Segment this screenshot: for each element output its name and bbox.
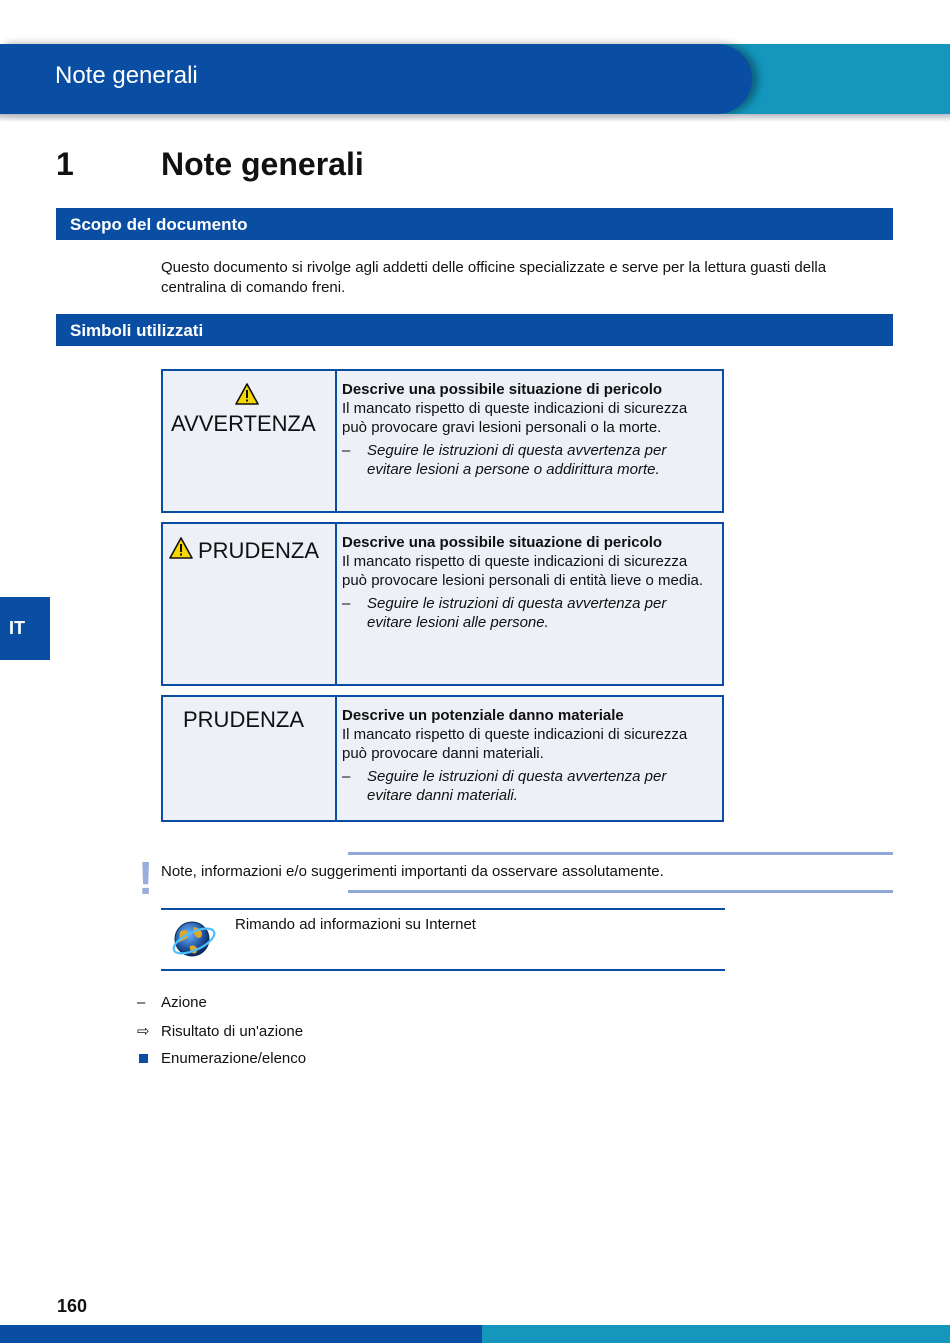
step-dash: – — [342, 595, 351, 612]
symbol-body: Il mancato rispetto di queste indicazioni di sicurezza può provocare gravi lesioni personali o la morte. — [342, 400, 688, 436]
section-title-symbols: Simboli utilizzati — [70, 321, 204, 340]
step-dash: – — [342, 442, 351, 459]
arrow-right-icon: ⇨ — [137, 1023, 150, 1040]
chapter-number: 1 — [56, 146, 74, 182]
symbol-body: Il mancato rispetto di queste indicazioni di sicurezza può provocare danni materiali. — [342, 726, 688, 762]
legend-text: Enumerazione/elenco — [161, 1050, 307, 1067]
symbol-row-warning — [161, 369, 724, 513]
symbol-step — [342, 594, 712, 632]
globe-icon — [170, 919, 218, 961]
symbol-step — [342, 441, 712, 479]
warning-triangle-icon — [169, 537, 193, 559]
internet-bottom-rule — [161, 969, 725, 971]
symbol-heading: Descrive una possibile situazione di pericolo — [342, 381, 663, 398]
legend-item-list — [137, 1050, 306, 1067]
header-shadow — [0, 114, 950, 122]
language-tab-label: IT — [9, 618, 25, 638]
symbol-label-cell — [163, 697, 337, 820]
symbol-label-cell — [163, 524, 337, 684]
dash-mark: – — [137, 994, 146, 1011]
scope-paragraph: Questo documento si rivolge agli addetti delle officine specializzate e serve per la lettura guasti della centralina di comando freni. — [161, 259, 827, 296]
symbol-label: PRUDENZA — [183, 707, 305, 732]
symbol-step — [342, 767, 712, 805]
symbol-body: Il mancato rispetto di queste indicazioni di sicurezza può provocare lesioni personali di entità lieve o media. — [342, 553, 704, 589]
symbol-heading: Descrive un potenziale danno materiale — [342, 707, 624, 724]
section-bar-scope — [56, 208, 893, 240]
page-number: 160 — [57, 1296, 88, 1316]
language-tab — [0, 597, 50, 660]
legend-item-result — [137, 1022, 303, 1040]
square-bullet-icon — [139, 1054, 148, 1063]
symbol-label: PRUDENZA — [198, 538, 320, 563]
legend-item-action — [137, 994, 207, 1011]
note-bottom-rule — [348, 890, 893, 893]
footer-band-blue — [0, 1325, 482, 1343]
internet-text: Rimando ad informazioni su Internet — [235, 916, 476, 933]
section-title-scope: Scopo del documento — [70, 215, 248, 234]
exclamation-icon: ! — [138, 852, 154, 904]
step-text: Seguire le istruzioni di questa avvertenza per evitare lesioni alle persone. — [367, 595, 667, 631]
symbol-description-cell — [337, 371, 722, 511]
symbol-row-caution-material — [161, 695, 724, 822]
note-top-rule — [348, 852, 893, 855]
legend-text: Azione — [161, 994, 207, 1011]
symbol-label: AVVERTENZA — [171, 411, 316, 436]
step-text: Seguire le istruzioni di questa avvertenza per evitare lesioni a persone o addirittura morte. — [367, 442, 667, 478]
symbol-label-cell — [163, 371, 337, 511]
warning-triangle-icon — [235, 383, 259, 405]
chapter-title: Note generali — [161, 146, 364, 182]
symbol-description-cell — [337, 697, 722, 820]
bullet-mark — [137, 1050, 161, 1067]
section-bar-symbols — [56, 314, 893, 346]
symbol-description-cell — [337, 524, 722, 684]
header-title: Note generali — [55, 62, 198, 89]
step-text: Seguire le istruzioni di questa avvertenza per evitare danni materiali. — [367, 768, 667, 804]
footer-band-teal — [482, 1325, 950, 1343]
symbol-heading: Descrive una possibile situazione di pericolo — [342, 534, 663, 551]
step-dash: – — [342, 768, 351, 785]
internet-top-rule — [161, 908, 725, 910]
symbol-row-caution-injury — [161, 522, 724, 686]
legend-text: Risultato di un'azione — [161, 1022, 304, 1040]
note-text: Note, informazioni e/o suggerimenti importanti da osservare assolutamente. — [161, 863, 664, 880]
